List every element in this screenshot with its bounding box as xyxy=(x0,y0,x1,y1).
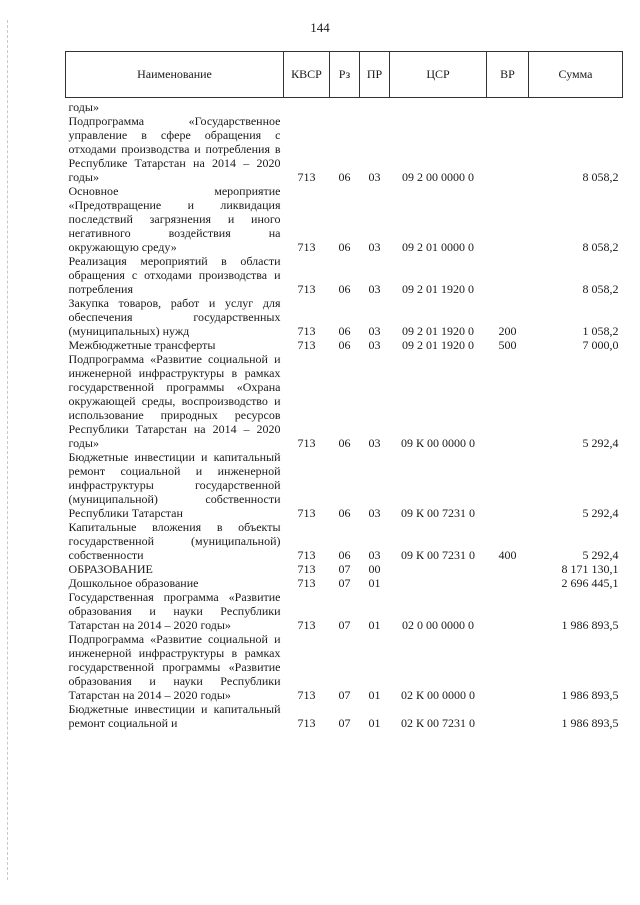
header-sum: Сумма xyxy=(529,52,623,98)
header-csr: ЦСР xyxy=(390,52,487,98)
row-csr: 02 0 00 0000 0 xyxy=(402,618,474,632)
row-rz: 06 xyxy=(338,240,351,254)
row-vr xyxy=(487,576,529,590)
row-pr: 03 xyxy=(368,548,381,562)
row-pr: 01 xyxy=(368,618,381,632)
row-pr: 03 xyxy=(368,506,381,520)
row-name: Бюджетные инвестиции и капитальный ремонт социальной и инженерной инфраструктуры государственной (муниципальной) собственности Республики Татарстан xyxy=(68,450,281,520)
row-csr xyxy=(390,98,487,115)
row-sum: 5 292,4 xyxy=(582,506,619,520)
row-csr xyxy=(390,576,487,590)
row-vr: 200 xyxy=(498,324,517,338)
row-pr xyxy=(360,98,390,115)
row-pr: 01 xyxy=(368,716,381,730)
row-csr: 09 2 01 1920 0 xyxy=(402,324,474,338)
table-row xyxy=(66,114,623,184)
row-csr: 09 2 01 0000 0 xyxy=(402,240,474,254)
row-csr: 09 2 01 1920 0 xyxy=(402,338,474,352)
budget-table xyxy=(65,51,623,730)
row-rz: 06 xyxy=(338,324,351,338)
row-kvsr: 713 xyxy=(297,324,316,338)
row-rz: 07 xyxy=(338,618,351,632)
row-vr xyxy=(487,114,529,184)
row-sum: 8 058,2 xyxy=(582,170,619,184)
table-row xyxy=(66,296,623,338)
row-vr xyxy=(487,702,529,730)
header-kvsr: КВСР xyxy=(284,52,330,98)
row-name: Реализация мероприятий в области обращения с отходами производства и потребления xyxy=(68,254,281,296)
margin-dashed-line xyxy=(7,20,8,880)
row-sum: 7 000,0 xyxy=(582,338,619,352)
row-name: Государственная программа «Развитие образования и науки Республики Татарстан на 2014 – 2020 годы» xyxy=(68,590,281,632)
row-sum: 5 292,4 xyxy=(582,548,619,562)
row-csr: 09 К 00 7231 0 xyxy=(400,506,475,520)
row-sum: 8 058,2 xyxy=(582,240,619,254)
row-kvsr: 713 xyxy=(297,506,316,520)
row-rz xyxy=(330,98,360,115)
row-sum: 1 986 893,5 xyxy=(561,618,619,632)
row-name: годы» xyxy=(68,100,99,114)
row-csr: 09 К 00 7231 0 xyxy=(400,548,475,562)
row-pr: 00 xyxy=(368,562,381,576)
row-rz: 07 xyxy=(338,562,351,576)
row-sum: 1 058,2 xyxy=(582,324,619,338)
page-number: 144 xyxy=(310,20,330,35)
row-pr: 03 xyxy=(368,436,381,450)
row-sum: 1 986 893,5 xyxy=(561,716,619,730)
header-rz: Рз xyxy=(330,52,360,98)
row-sum: 8 058,2 xyxy=(582,282,619,296)
row-vr xyxy=(487,98,529,115)
row-csr: 09 2 01 1920 0 xyxy=(402,282,474,296)
row-vr xyxy=(487,632,529,702)
row-kvsr: 713 xyxy=(297,240,316,254)
row-name: Подпрограмма «Государственное управление в сфере обращения с отходами производства и потребления в Республике Татарстан на 2014 – 2020 годы» xyxy=(68,114,281,184)
row-kvsr: 713 xyxy=(297,562,316,576)
table-row xyxy=(66,352,623,450)
row-kvsr: 713 xyxy=(297,282,316,296)
table-row xyxy=(66,338,623,352)
row-csr xyxy=(390,562,487,576)
row-name: Бюджетные инвестиции и капитальный ремонт социальной и xyxy=(68,702,281,730)
row-vr xyxy=(487,352,529,450)
row-csr: 09 2 00 0000 0 xyxy=(402,170,474,184)
row-rz: 06 xyxy=(338,548,351,562)
row-rz: 06 xyxy=(338,170,351,184)
table-row xyxy=(66,520,623,562)
row-rz: 07 xyxy=(338,716,351,730)
table-row xyxy=(66,632,623,702)
row-vr: 500 xyxy=(498,338,517,352)
row-rz: 06 xyxy=(338,506,351,520)
row-rz: 06 xyxy=(338,436,351,450)
row-sum: 8 171 130,1 xyxy=(561,562,619,576)
row-kvsr: 713 xyxy=(297,618,316,632)
row-sum: 5 292,4 xyxy=(582,436,619,450)
row-name: Дошкольное образование xyxy=(68,576,199,590)
row-vr: 400 xyxy=(498,548,517,562)
table-header-row xyxy=(66,52,623,98)
row-name: Закупка товаров, работ и услуг для обеспечения государственных (муниципальных) нужд xyxy=(68,296,281,338)
table-row xyxy=(66,450,623,520)
table-row xyxy=(66,184,623,254)
row-kvsr: 713 xyxy=(297,688,316,702)
row-pr: 03 xyxy=(368,338,381,352)
table-row xyxy=(66,576,623,590)
row-csr: 02 К 00 0000 0 xyxy=(400,688,475,702)
header-name: Наименование xyxy=(66,52,284,98)
row-pr: 03 xyxy=(368,282,381,296)
header-pr: ПР xyxy=(360,52,390,98)
header-vr: ВР xyxy=(487,52,529,98)
table-row xyxy=(66,254,623,296)
table-row xyxy=(66,562,623,576)
row-sum: 1 986 893,5 xyxy=(561,688,619,702)
table-row xyxy=(66,590,623,632)
row-vr xyxy=(487,590,529,632)
table-row xyxy=(66,98,623,115)
row-kvsr: 713 xyxy=(297,716,316,730)
row-rz: 07 xyxy=(338,688,351,702)
row-csr: 09 К 00 0000 0 xyxy=(400,436,475,450)
row-kvsr xyxy=(284,98,330,115)
row-name: Межбюджетные трансферты xyxy=(68,338,216,352)
row-csr: 02 К 00 7231 0 xyxy=(400,716,475,730)
row-name: Подпрограмма «Развитие социальной и инженерной инфраструктуры в рамках государственной программы «Охрана окружающей среды, воспроизводство и использование природных ресурсов Республики Татарстан на 2014 – 2020 годы» xyxy=(68,352,281,450)
table-row xyxy=(66,702,623,730)
row-sum: 2 696 445,1 xyxy=(561,576,619,590)
row-rz: 06 xyxy=(338,338,351,352)
row-pr: 01 xyxy=(368,688,381,702)
row-pr: 03 xyxy=(368,170,381,184)
row-name: Подпрограмма «Развитие социальной и инженерной инфраструктуры в рамках государственной программы «Развитие образования и науки Республики Татарстан на 2014 – 2020 годы» xyxy=(68,632,281,702)
row-kvsr: 713 xyxy=(297,338,316,352)
row-vr xyxy=(487,562,529,576)
row-pr: 03 xyxy=(368,324,381,338)
row-sum xyxy=(529,98,623,115)
row-rz: 06 xyxy=(338,282,351,296)
row-pr: 01 xyxy=(368,576,381,590)
row-name: Основное мероприятие «Предотвращение и ликвидация последствий загрязнения и иного негативного воздействия на окружающую среду» xyxy=(68,184,281,254)
row-rz: 07 xyxy=(338,576,351,590)
row-vr xyxy=(487,254,529,296)
row-vr xyxy=(487,184,529,254)
row-kvsr: 713 xyxy=(297,436,316,450)
row-pr: 03 xyxy=(368,240,381,254)
row-kvsr: 713 xyxy=(297,576,316,590)
row-name: ОБРАЗОВАНИЕ xyxy=(68,562,153,576)
row-vr xyxy=(487,450,529,520)
row-kvsr: 713 xyxy=(297,548,316,562)
row-name: Капитальные вложения в объекты государственной (муниципальной) собственности xyxy=(68,520,281,562)
row-kvsr: 713 xyxy=(297,170,316,184)
